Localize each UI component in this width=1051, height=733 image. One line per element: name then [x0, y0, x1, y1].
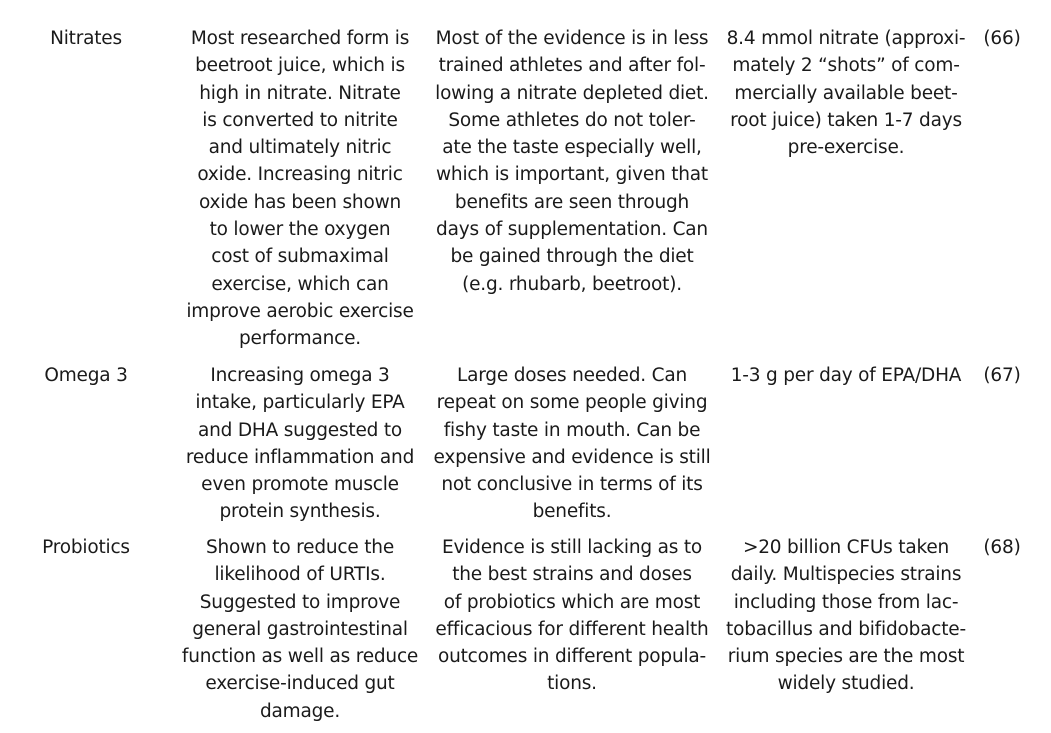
rationale-cell: Shown to reduce the likelihood of URTIs. Suggested to improve general gastrointestinal function as well as reduce exercise-induced gut damage. — [181, 537, 419, 722]
dose-cell: 1-3 g per day of EPA/DHA — [730, 365, 962, 386]
reference-cell: (68) — [983, 537, 1021, 558]
considerations-cell: Most of the evidence is in less trained athletes and after fol- lowing a nitrate depleted diet. Some athletes do not toler- ate the taste especially well, which is important, given that benefits are seen through days of supplementation. Can be gained through the diet (e.g. rhubarb, beetroot). — [435, 28, 709, 295]
supplement-name: Probiotics — [42, 537, 130, 558]
reference-cell: (67) — [983, 365, 1021, 386]
considerations-cell: Evidence is still lacking as to the best strains and doses of probiotics which are most efficacious for different health outcomes in different popula- tions. — [435, 537, 709, 695]
reference-cell: (66) — [983, 28, 1021, 49]
considerations-cell: Large doses needed. Can repeat on some people giving fishy taste in mouth. Can be expensive and evidence is still not conclusive in terms of its benefits. — [433, 365, 711, 523]
rationale-cell: Most researched form is beetroot juice, which is high in nitrate. Nitrate is converted to nitrite and ultimately nitric oxide. Increasing nitric oxide has been shown to lower the oxygen cost of submaximal exercise, which can improve aerobic exercise performance. — [186, 28, 414, 350]
supplement-name: Nitrates — [50, 28, 122, 49]
dose-cell: >20 billion CFUs taken daily. Multispecies strains including those from lac- tobacillus and bifidobacte- rium species are the most widely studied. — [726, 537, 966, 695]
supplement-name: Omega 3 — [44, 365, 128, 386]
dose-cell: 8.4 mmol nitrate (approxi- mately 2 “shots” of com- mercially available beet- root juice) taken 1-7 days pre-exercise. — [726, 28, 966, 159]
rationale-cell: Increasing omega 3 intake, particularly EPA and DHA suggested to reduce inflammation and even promote muscle protein synthesis. — [185, 365, 415, 523]
